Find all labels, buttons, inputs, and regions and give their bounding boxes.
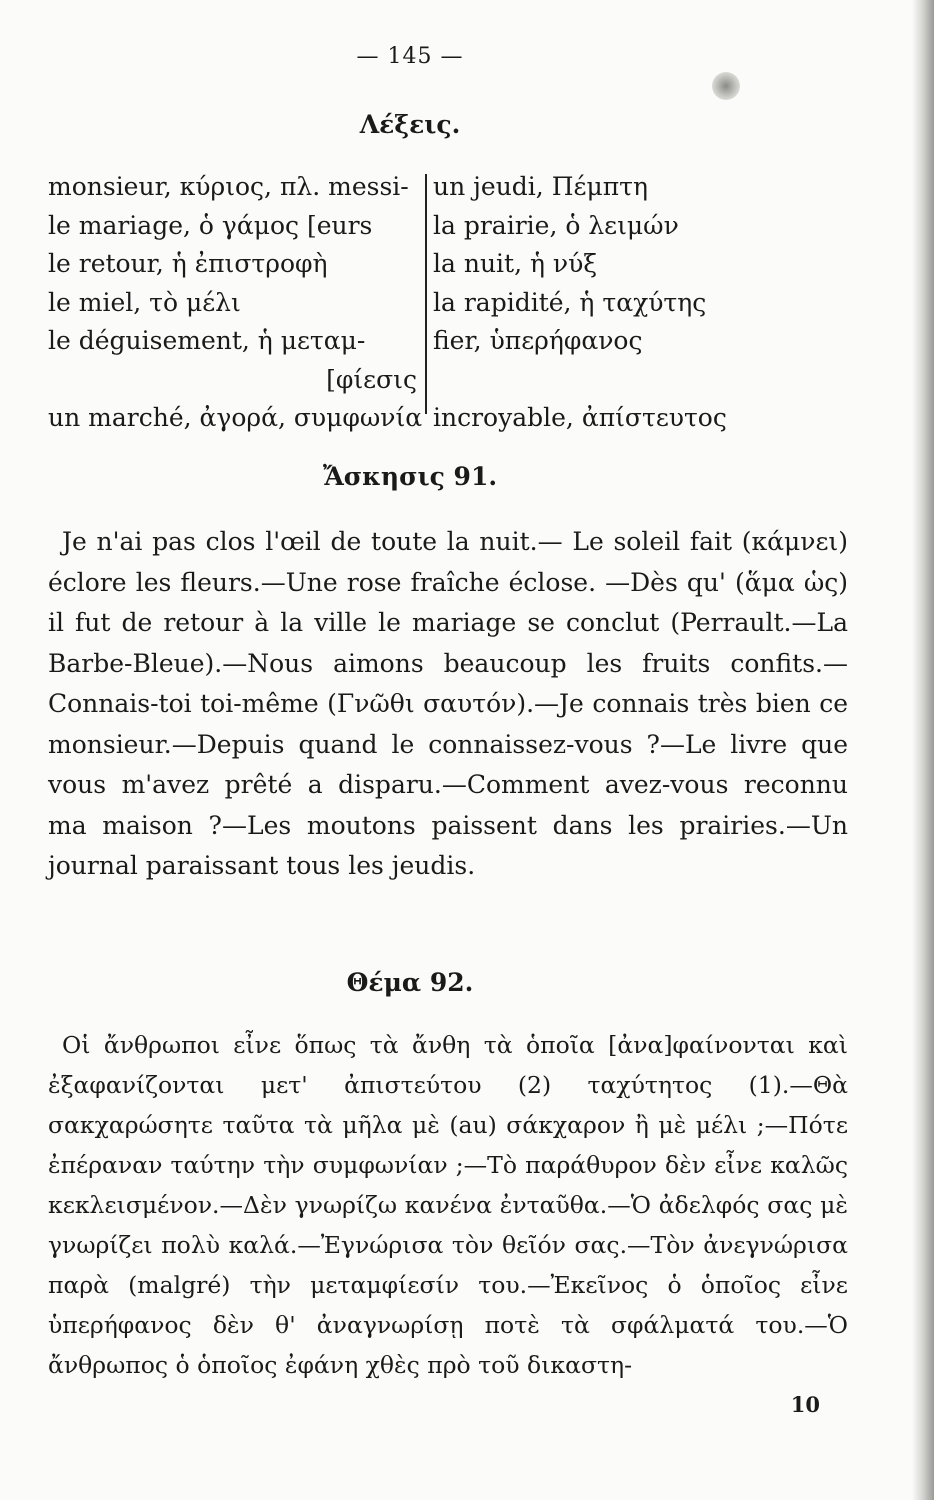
- signature-mark: 10: [790, 1392, 820, 1417]
- ink-smudge: [712, 72, 740, 100]
- exercise-text: Je n'ai pas clos l'œil de toute la nuit.— Le soleil fait (κάμνει) éclore les fleurs.—Une rose fraîche éclose. —Dès qu' (ἅμα ὡς) il fut de retour à la ville le mariage se conclut (Perrault.—La Barbe-Bleue).—Nous aimons beaucoup les fruits confits.—Connais-toi toi-même (Γνῶθι σαυτόν).—Je connais très bien ce monsieur.—Depuis quand le connaissez-vous ?—Le livre que vous m'avez prêté a disparu.—Comment avez-vous reconnu ma maison ?—Les moutons paissent dans les prairies.—Un journal paraissant tous les jeudis.: [48, 527, 848, 880]
- vocab-entry: le miel, τὸ μέλι: [48, 287, 241, 317]
- theme-heading: Θέμα 92.: [346, 968, 474, 997]
- exercise-heading: Ἄσκησις 91.: [322, 462, 498, 491]
- vocab-entry: la nuit, ἡ νύξ: [433, 249, 598, 278]
- vocab-entry: fier, ὑπερήφανος: [433, 326, 643, 355]
- vocab-entry-continuation: [φίεσις: [326, 364, 417, 394]
- book-spine-shadow: [912, 0, 934, 1500]
- vocab-column-divider: [425, 174, 427, 414]
- vocabulary-table: [48, 168, 808, 432]
- vocab-entry: la prairie, ὁ λειμών: [433, 210, 679, 240]
- vocab-heading: Λέξεις.: [359, 110, 461, 139]
- vocab-entry: incroyable, ἀπίστευτος: [433, 403, 727, 432]
- vocab-entry: le déguisement, ἡ μεταμ-: [48, 326, 366, 355]
- vocab-right-column: [433, 168, 813, 438]
- theme-text: Οἱ ἄνθρωποι εἶνε ὅπως τὰ ἄνθη τὰ ὁποῖα [ἀνα]φαίνονται καὶ ἐξαφανίζονται μετ' ἀπιστεύτου (2) ταχύτητος (1).—Θὰ σακχαρώσητε ταῦτα τὰ μῆλα μὲ (au) σάκχαρον ἢ μὲ μέλι ;—Πότε ἐπέραναν ταύτην τὴν συμφωνίαν ;—Τὸ παράθυρον δὲν εἶνε καλῶς κεκλεισμένον.—Δὲν γνωρίζω κανένα ἐνταῦθα.—Ὁ ἀδελφός σας μὲ γνωρίζει πολὺ καλά.—Ἐγνώρισα τὸν θεῖόν σας.—Τὸν ἀνεγνώρισα παρὰ (malgré) τὴν μεταμφίεσίν του.—Ἐκεῖνος ὁ ὁποῖος εἶνε ὑπερήφανος δὲν θ' ἀναγνωρίσῃ ποτὲ τὰ σφάλματά του.—Ὁ ἄνθρωπος ὁ ὁποῖος ἐφάνη χθὲς πρὸ τοῦ δικαστη-: [48, 1031, 848, 1379]
- vocab-entry: la rapidité, ἡ ταχύτης: [433, 287, 707, 317]
- vocab-entry: un jeudi, Πέμπτη: [433, 172, 648, 201]
- vocab-entry: le mariage, ὁ γάμος [eurs: [48, 210, 373, 240]
- page-number: — 145 —: [356, 44, 464, 69]
- vocab-entry: le retour, ἡ ἐπιστροφὴ: [48, 249, 328, 278]
- vocab-entry: un marché, ἀγορά, συμφωνία: [48, 403, 423, 432]
- vocab-entry: monsieur, κύριος, πλ. messi-: [48, 172, 409, 201]
- vocab-left-column: [48, 168, 423, 438]
